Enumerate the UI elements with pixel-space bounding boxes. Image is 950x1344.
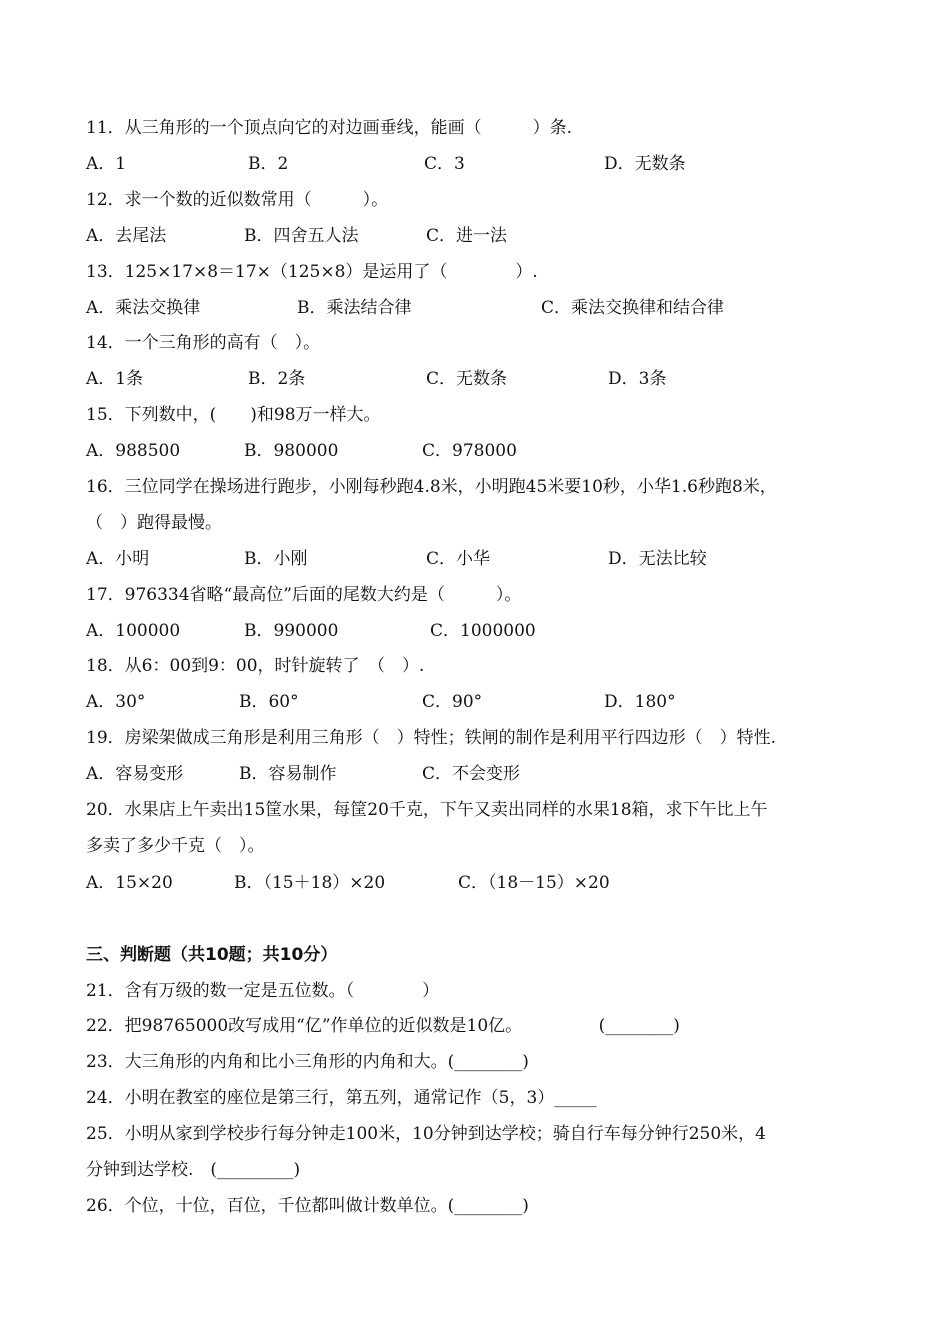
question-22: 22．把98765000改写成用“亿”作单位的近似数是10亿。 (________) — [86, 1016, 680, 1036]
option-a: A．30° — [86, 692, 146, 712]
option-a: A．容易变形 — [86, 764, 184, 784]
question-24: 24．小明在教室的座位是第三行，第五列，通常记作（5，3）_____ — [86, 1088, 597, 1108]
option-c: C．乘法交换律和结合律 — [541, 298, 725, 318]
option-c: C．（18－15）×20 — [458, 873, 610, 893]
option-b: B．2 — [248, 154, 289, 174]
option-a: A．1条 — [86, 369, 144, 389]
question-18-options — [86, 690, 886, 714]
question-19-options — [86, 762, 886, 786]
question-17-options — [86, 619, 886, 643]
option-c: C．不会变形 — [422, 764, 521, 784]
question-15-options — [86, 439, 886, 463]
option-c: C．90° — [422, 692, 483, 712]
option-a: A．小明 — [86, 549, 150, 569]
option-a: A．乘法交换律 — [86, 298, 201, 318]
option-d: D．180° — [604, 692, 676, 712]
question-12: 12．求一个数的近似数常用（ ）。 — [86, 190, 389, 210]
question-14: 14．一个三角形的高有（ ）。 — [86, 333, 321, 353]
question-25-line-1: 25．小明从家到学校步行每分钟走100米，10分钟到达学校；骑自行车每分钟行250米，4 — [86, 1124, 766, 1144]
option-b: B．小刚 — [244, 549, 308, 569]
option-a: A．去尾法 — [86, 226, 167, 246]
question-19: 19．房梁架做成三角形是利用三角形（ ）特性；铁闸的制作是利用平行四边形（ ）特性. — [86, 728, 777, 748]
option-b: B．2条 — [248, 369, 306, 389]
option-d: D．3条 — [608, 369, 667, 389]
question-14-options — [86, 367, 886, 391]
option-d: D．无法比较 — [608, 549, 707, 569]
option-a: A．988500 — [86, 441, 181, 461]
option-b: B．容易制作 — [239, 764, 337, 784]
question-11-options — [86, 152, 886, 176]
option-c: C．进一法 — [426, 226, 508, 246]
question-23: 23．大三角形的内角和比小三角形的内角和大。(________) — [86, 1052, 529, 1072]
question-13-options — [86, 296, 886, 320]
option-c: C．1000000 — [430, 621, 536, 641]
option-b: B．（15＋18）×20 — [234, 873, 386, 893]
question-26: 26．个位，十位，百位，千位都叫做计数单位。(________) — [86, 1196, 529, 1216]
question-16-options — [86, 547, 886, 571]
option-a: A．100000 — [86, 621, 181, 641]
question-16-line-1: 16．三位同学在操场进行跑步，小刚每秒跑4.8米，小明跑45米要10秒，小华1.6秒跑8米， — [86, 477, 777, 497]
question-18: 18．从6：00到9：00，时针旋转了 （ ）. — [86, 656, 425, 676]
question-20-options — [86, 871, 886, 895]
question-12-options — [86, 224, 886, 248]
option-b: B．四舍五人法 — [244, 226, 359, 246]
question-21: 21．含有万级的数一定是五位数。（ ） — [86, 981, 440, 1001]
option-c: C．3 — [424, 154, 465, 174]
option-a: A．15×20 — [86, 873, 173, 893]
option-c: C．978000 — [422, 441, 517, 461]
question-13: 13．125×17×8＝17×（125×8）是运用了（ ）. — [86, 262, 538, 282]
question-11: 11．从三角形的一个顶点向它的对边画垂线，能画（ ）条. — [86, 118, 573, 138]
section-title: 三、判断题（共10题；共10分） — [86, 945, 338, 965]
question-16-line-2: （ ）跑得最慢。 — [86, 513, 222, 533]
option-b: B．乘法结合律 — [297, 298, 412, 318]
option-a: A．1 — [86, 154, 127, 174]
option-c: C．小华 — [426, 549, 491, 569]
question-25-line-2: 分钟到达学校. (_________) — [86, 1160, 301, 1180]
question-15: 15．下列数中，( )和98万一样大。 — [86, 405, 381, 425]
question-17: 17．976334省略“最高位”后面的尾数大约是（ ）。 — [86, 585, 522, 605]
option-c: C．无数条 — [426, 369, 508, 389]
option-b: B．990000 — [244, 621, 339, 641]
option-b: B．60° — [239, 692, 299, 712]
question-20-line-2: 多卖了多少千克（ ）。 — [86, 836, 265, 856]
option-b: B．980000 — [244, 441, 339, 461]
question-20-line-1: 20．水果店上午卖出15筐水果，每筐20千克，下午又卖出同样的水果18箱，求下午比上午 — [86, 800, 768, 820]
option-d: D．无数条 — [604, 154, 686, 174]
